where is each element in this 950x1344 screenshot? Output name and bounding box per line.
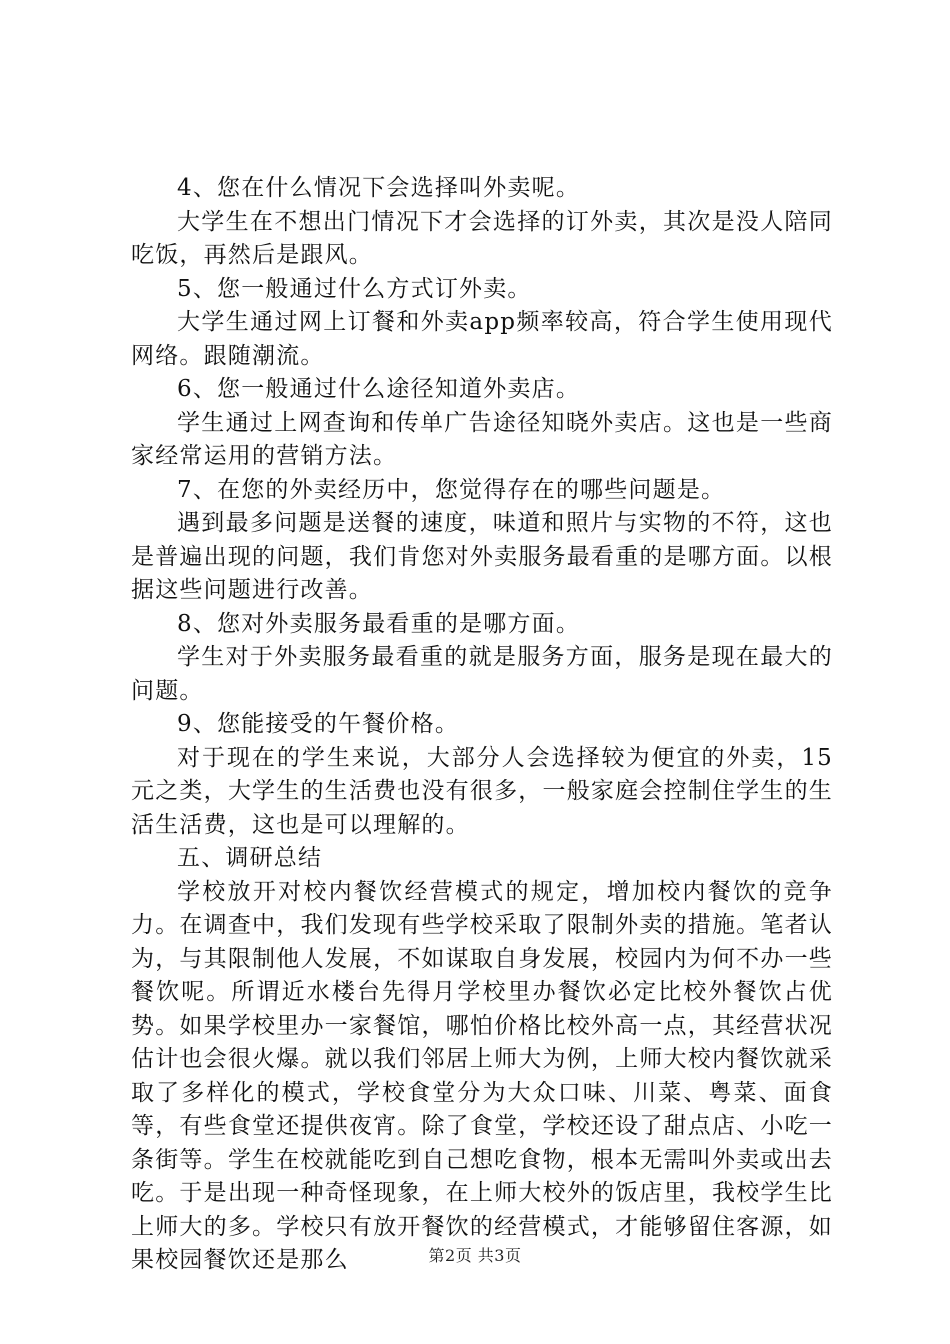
document-body — [131, 172, 833, 1278]
question-5-heading: 5、您一般通过什么方式订外卖。 — [177, 275, 532, 302]
question-7-heading: 7、在您的外卖经历中，您觉得存在的哪些问题是。 — [177, 476, 726, 503]
summary-paragraph: 学校放开对校内餐饮经营模式的规定，增加校内餐饮的竞争力。在调查中，我们发现有些学校采取了限制外卖的措施。笔者认为，与其限制他人发展，不如谋取自身发展，校园内为何不办一些餐饮呢。所谓近水楼台先得月学校里办餐饮必定比校外餐饮占优势。如果学校里办一家餐馆，哪怕价格比校外高一点，其经营状况估计也会很火爆。就以我们邻居上师大为例，上师大校内餐饮就采取了多样化的模式，学校食堂分为大众口味、川菜、粤菜、面食等，有些食堂还提供夜宵。除了食堂，学校还设了甜点店、小吃一条街等。学生在校就能吃到自己想吃食物，根本无需叫外卖或出去吃。于是出现一种奇怪现象，在上师大校外的饭店里，我校学生比上师大的多。学校只有放开餐饮的经营模式，才能够留住客源，如果校园餐饮还是那么 — [131, 878, 833, 1273]
question-9-answer: 对于现在的学生来说，大部分人会选择较为便宜的外卖，15元之类，大学生的生活费也没有很多，一般家庭会控制住学生的生活生活费，这也是可以理解的。 — [131, 744, 833, 838]
question-4-heading: 4、您在什么情况下会选择叫外卖呢。 — [177, 175, 581, 201]
question-6-heading: 6、您一般通过什么途径知道外卖店。 — [177, 376, 581, 402]
question-7-answer: 遇到最多问题是送餐的速度，味道和照片与实物的不符，这也是普遍出现的问题，我们肯您对外卖服务最看重的是哪方面。以根据这些问题进行改善。 — [131, 510, 833, 603]
question-8-answer: 学生对于外卖服务最看重的就是服务方面，服务是现在最大的问题。 — [131, 644, 833, 704]
question-4-answer: 大学生在不想出门情况下才会选择的订外卖，其次是没人陪同吃饭，再然后是跟风。 — [131, 208, 833, 268]
page-footer: 第2页 共3页 — [428, 1246, 522, 1265]
section-5-heading: 五、调研总结 — [177, 845, 323, 871]
question-8-heading: 8、您对外卖服务最看重的是哪方面。 — [177, 610, 581, 637]
question-6-answer: 学生通过上网查询和传单广告途径知晓外卖店。这也是一些商家经常运用的营销方法。 — [131, 409, 833, 469]
question-5-answer: 大学生通过网上订餐和外卖app频率较高，符合学生使用现代网络。跟随潮流。 — [131, 309, 833, 369]
question-9-heading: 9、您能接受的午餐价格。 — [177, 711, 460, 737]
